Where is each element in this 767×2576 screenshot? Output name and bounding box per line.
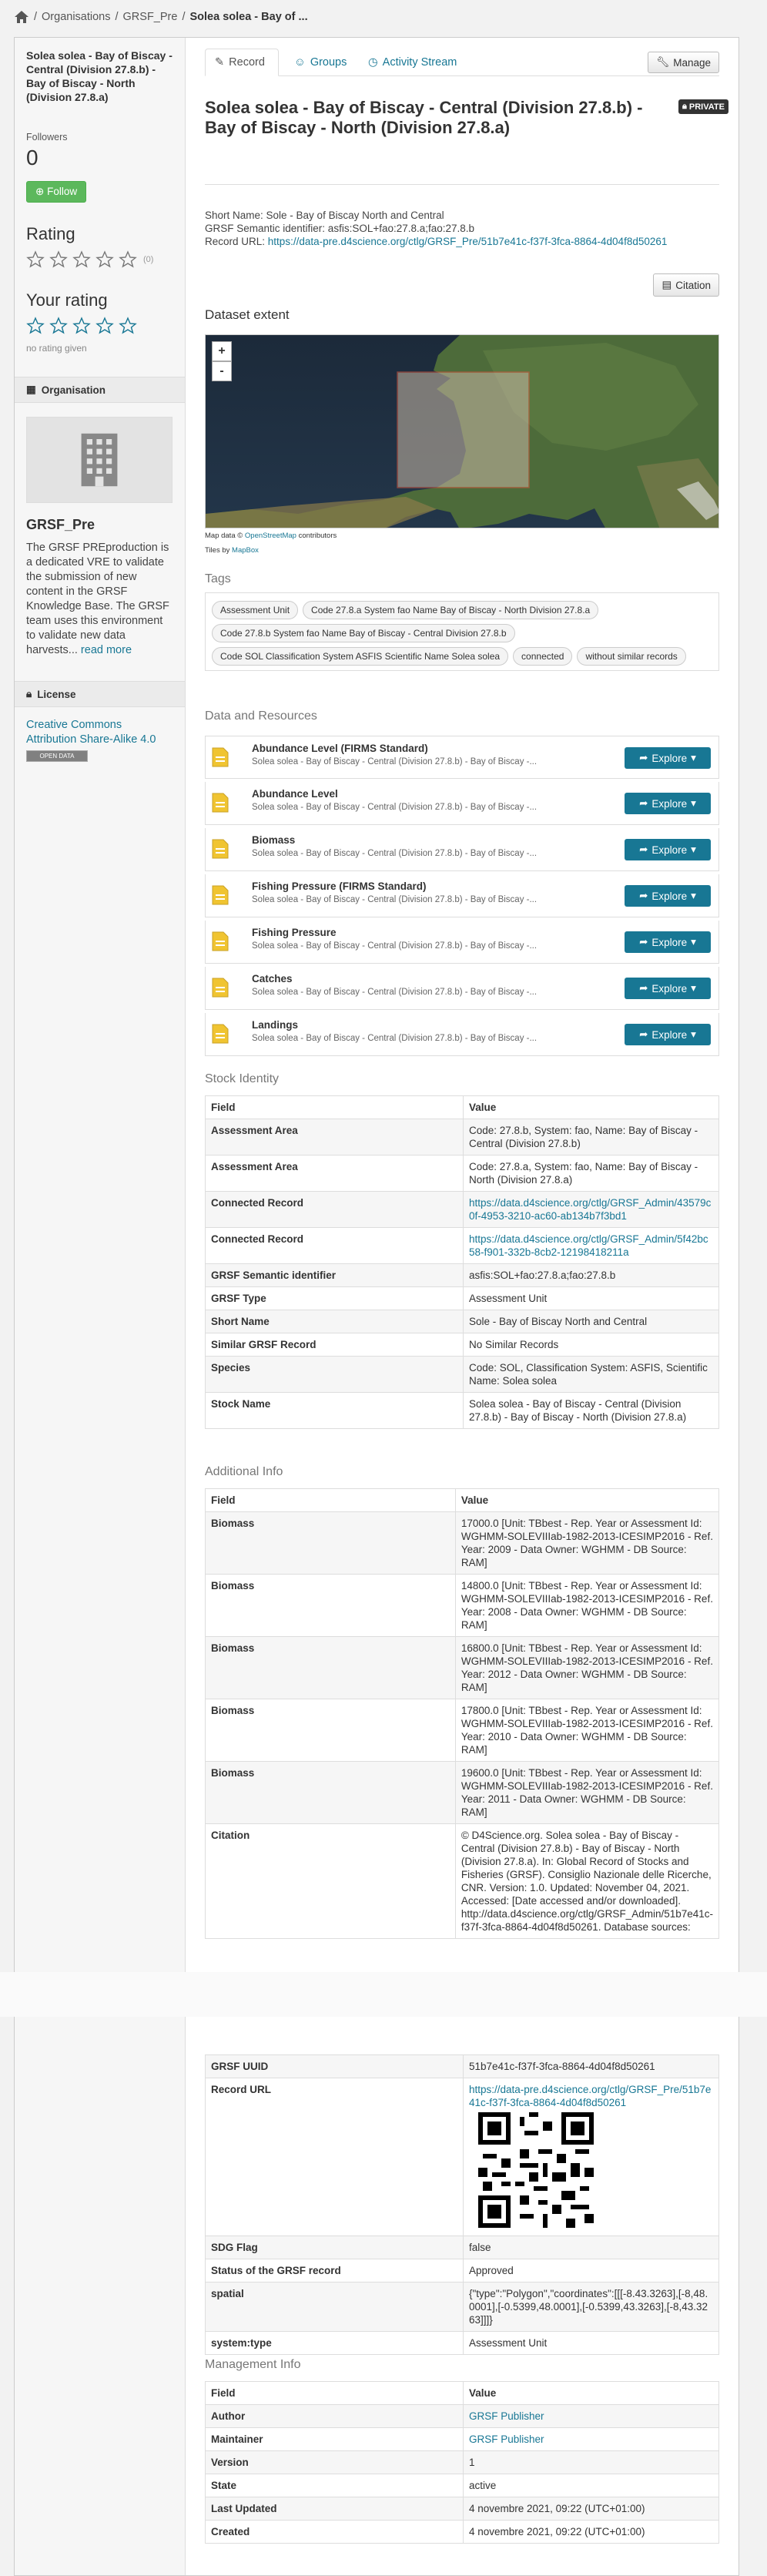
row-field: State xyxy=(206,2474,464,2497)
tab-groups[interactable] xyxy=(285,49,356,76)
resource-item[interactable] xyxy=(205,828,719,871)
record-url-value-link[interactable]: https://data-pre.d4science.org/ctlg/GRSF_Pre/51b7e41c-f37f-3fca-8864-4d04f8d50261 xyxy=(469,2084,712,2108)
osm-link[interactable]: OpenStreetMap xyxy=(244,532,296,540)
tab-activity-label: Activity Stream xyxy=(382,56,457,69)
row-value: {"type":"Polygon","coordinates":[[[-8.43.3263],[-8,48.0001],[-0.5399,48.0001],[-0.5399,43.3263],[-8,43.3263]]]} xyxy=(464,2283,719,2332)
row-value xyxy=(464,1228,719,1264)
row-value xyxy=(464,2428,719,2451)
row-value: Code: SOL, Classification System: ASFIS, Scientific Name: Solea solea xyxy=(464,1357,719,1393)
qr-code-icon[interactable] xyxy=(478,2112,594,2228)
row-value: 19600.0 [Unit: TBbest - Rep. Year or Assessment Id: WGHMM-SOLEVIIIab-1982-2013-ICESIMP2016 - Ref. Year: 2011 - Data Owner: WGHMM - DB Source: RAM] xyxy=(455,1762,718,1824)
resource-item[interactable] xyxy=(205,921,719,964)
organisation-image[interactable] xyxy=(26,417,172,503)
license-link[interactable] xyxy=(26,718,173,747)
row-value: 4 novembre 2021, 09:22 (UTC+01:00) xyxy=(464,2521,719,2544)
explore-button[interactable] xyxy=(625,747,711,769)
stock-identity-heading: Stock Identity xyxy=(205,1072,280,1085)
row-value: Approved xyxy=(464,2259,719,2283)
tiles-credit-prefix: Tiles by xyxy=(205,546,230,555)
meta-record-url xyxy=(205,235,667,248)
mapbox-link[interactable]: MapBox xyxy=(232,546,259,555)
table-row xyxy=(206,1192,719,1228)
resource-description: Solea solea - Bay of Biscay - Central (Division 27.8.b) - Bay of Biscay -... xyxy=(252,988,538,997)
field-header: Field xyxy=(206,1489,456,1512)
row-field: system:type xyxy=(206,2332,464,2355)
map-credit-prefix: Map data © xyxy=(205,532,243,540)
row-value: 51b7e41c-f37f-3fca-8864-4d04f8d50261 xyxy=(464,2055,719,2078)
star-icon xyxy=(26,250,45,269)
star-icon xyxy=(49,250,68,269)
row-field: Last Updated xyxy=(206,2497,464,2521)
table-row xyxy=(206,2405,719,2428)
table-row xyxy=(206,2521,719,2544)
breadcrumb-separator: / xyxy=(182,11,186,23)
share-icon: ➦ xyxy=(639,936,648,948)
table-row xyxy=(206,2283,719,2332)
table-row xyxy=(206,1333,719,1357)
resource-item[interactable] xyxy=(205,874,719,917)
row-field: SDG Flag xyxy=(206,2236,464,2259)
row-field: Short Name xyxy=(206,1310,464,1333)
row-field: Connected Record xyxy=(206,1192,464,1228)
table-row xyxy=(206,2259,719,2283)
row-field: GRSF UUID xyxy=(206,2055,464,2078)
screenshot-seam xyxy=(0,1972,767,2017)
table-row xyxy=(206,1310,719,1333)
table-row xyxy=(206,1393,719,1429)
row-field: Biomass xyxy=(206,1699,456,1762)
your-rating-heading: Your rating xyxy=(26,290,108,310)
caret-down-icon: ▾ xyxy=(691,1028,696,1040)
star-icon xyxy=(72,250,91,269)
row-value: 16800.0 [Unit: TBbest - Rep. Year or Assessment Id: WGHMM-SOLEVIIIab-1982-2013-ICESIMP2016 - Ref. Year: 2012 - Data Owner: WGHMM - DB Source: RAM] xyxy=(455,1637,718,1699)
caret-down-icon: ▾ xyxy=(691,890,696,901)
page-title: Solea solea - Bay of Biscay - Central (Division 27.8.b) - Bay of Biscay - North (Division 27.8.a) xyxy=(205,98,643,137)
explore-button[interactable] xyxy=(625,931,711,953)
sidebar xyxy=(15,38,186,2575)
tab-groups-label: Groups xyxy=(310,56,347,69)
row-value: Assessment Unit xyxy=(464,1287,719,1310)
followers-count: 0 xyxy=(26,146,39,169)
row-field: spatial xyxy=(206,2283,464,2332)
table-row xyxy=(206,2078,719,2236)
tiles-credit xyxy=(205,546,259,555)
value-header: Value xyxy=(464,2382,719,2405)
breadcrumb-org[interactable]: GRSF_Pre xyxy=(122,11,178,23)
value-header: Value xyxy=(455,1489,718,1512)
zoom-out-button[interactable]: - xyxy=(212,361,232,381)
tag-list xyxy=(205,592,719,671)
file-icon xyxy=(212,839,229,859)
tag[interactable]: Code 27.8.a System fao Name Bay of Biscay - North Division 27.8.a xyxy=(303,601,598,619)
caret-down-icon: ▾ xyxy=(691,752,696,763)
row-field: Assessment Area xyxy=(206,1156,464,1192)
file-icon xyxy=(212,885,229,905)
file-icon xyxy=(212,978,229,998)
row-field: Created xyxy=(206,2521,464,2544)
resource-description: Solea solea - Bay of Biscay - Central (Division 27.8.b) - Bay of Biscay -... xyxy=(252,895,538,904)
clock-icon: ◷ xyxy=(368,56,378,69)
field-header: Field xyxy=(206,2382,464,2405)
resource-description: Solea solea - Bay of Biscay - Central (Division 27.8.b) - Bay of Biscay -... xyxy=(252,849,538,858)
share-icon: ➦ xyxy=(639,982,648,994)
explore-button[interactable] xyxy=(625,1024,711,1045)
table-row xyxy=(206,1637,719,1699)
row-field: Biomass xyxy=(206,1575,456,1637)
tab-record-label: Record xyxy=(229,56,265,69)
explore-button[interactable] xyxy=(625,885,711,907)
resource-item[interactable] xyxy=(205,736,719,779)
tab-activity-stream[interactable] xyxy=(359,49,466,76)
breadcrumb-separator: / xyxy=(115,11,119,23)
row-value: asfis:SOL+fao:27.8.a;fao:27.8.b xyxy=(464,1264,719,1287)
wrench-icon: 🔧︎ xyxy=(656,56,670,68)
tags-heading: Tags xyxy=(205,572,231,585)
citation-label: Citation xyxy=(675,279,711,291)
additional-info-heading: Additional Info xyxy=(205,1465,283,1478)
table-row xyxy=(206,1287,719,1310)
open-data-badge[interactable]: OPEN DATA xyxy=(26,750,88,762)
meta-short-name: Short Name: Sole - Bay of Biscay North and Central xyxy=(205,210,444,221)
map-credit xyxy=(205,532,337,540)
explore-label: Explore xyxy=(651,752,688,764)
lock-icon: 🔒︎ xyxy=(682,102,687,111)
row-field: Biomass xyxy=(206,1637,456,1699)
resource-title[interactable]: Biomass xyxy=(252,834,296,846)
star-icon[interactable] xyxy=(119,317,137,335)
organisation-name: GRSF_Pre xyxy=(26,517,95,532)
row-field: Species xyxy=(206,1357,464,1393)
citation-button[interactable] xyxy=(653,273,719,297)
table-row xyxy=(206,1156,719,1192)
row-value: Code: 27.8.b, System: fao, Name: Bay of Biscay - Central (Division 27.8.b) xyxy=(464,1119,719,1156)
table-row xyxy=(206,1512,719,1575)
building-icon xyxy=(79,432,120,488)
resource-title[interactable]: Abundance Level (FIRMS Standard) xyxy=(252,743,428,754)
satellite-map xyxy=(206,335,719,528)
row-value: 14800.0 [Unit: TBbest - Rep. Year or Assessment Id: WGHMM-SOLEVIIIab-1982-2013-ICESIMP2016 - Ref. Year: 2008 - Data Owner: WGHMM - DB Source: RAM] xyxy=(455,1575,718,1637)
tag[interactable]: Assessment Unit xyxy=(212,601,298,619)
organisation-heading-label: Organisation xyxy=(41,384,106,396)
row-field: GRSF Semantic identifier xyxy=(206,1264,464,1287)
row-value: 1 xyxy=(464,2451,719,2474)
caret-down-icon: ▾ xyxy=(691,982,696,994)
table-row xyxy=(206,2332,719,2355)
row-value xyxy=(464,2078,719,2236)
rating-count: (0) xyxy=(143,255,154,264)
connected-record-link[interactable]: https://data.d4science.org/ctlg/GRSF_Admin/43579c0f-4953-3210-ac60-ab134b7f3bd1 xyxy=(469,1197,712,1222)
book-icon: ▤ xyxy=(661,279,672,290)
manage-button[interactable] xyxy=(648,52,719,73)
resource-item[interactable] xyxy=(205,1013,719,1056)
share-icon: ➦ xyxy=(639,890,648,901)
manage-label: Manage xyxy=(673,56,711,69)
row-field: Maintainer xyxy=(206,2428,464,2451)
table-row xyxy=(206,1357,719,1393)
row-field: Version xyxy=(206,2451,464,2474)
row-value: 4 novembre 2021, 09:22 (UTC+01:00) xyxy=(464,2497,719,2521)
tab-bar xyxy=(205,49,719,76)
explore-label: Explore xyxy=(651,797,688,810)
row-field: Stock Name xyxy=(206,1393,464,1429)
share-icon: ➦ xyxy=(639,844,648,855)
table-row xyxy=(206,2055,719,2078)
stock-identity-table xyxy=(205,1095,719,1429)
home-icon[interactable] xyxy=(14,10,29,24)
caret-down-icon: ▾ xyxy=(691,936,696,948)
table-row xyxy=(206,2428,719,2451)
table-row xyxy=(206,1264,719,1287)
field-header: Field xyxy=(206,1096,464,1119)
rating-stars xyxy=(26,250,173,269)
resource-description: Solea solea - Bay of Biscay - Central (Division 27.8.b) - Bay of Biscay -... xyxy=(252,941,538,951)
row-field: Assessment Area xyxy=(206,1119,464,1156)
file-icon xyxy=(212,793,229,813)
table-row xyxy=(206,1119,719,1156)
star-icon xyxy=(95,250,114,269)
divider xyxy=(205,184,719,185)
explore-label: Explore xyxy=(651,936,688,948)
row-value: 17000.0 [Unit: TBbest - Rep. Year or Assessment Id: WGHMM-SOLEVIIIab-1982-2013-ICESIMP2016 - Ref. Year: 2009 - Data Owner: WGHMM - DB Source: RAM] xyxy=(455,1512,718,1575)
record-meta xyxy=(205,209,667,248)
row-field: Record URL xyxy=(206,2078,464,2236)
page-wrapper xyxy=(14,37,739,2576)
followers-label: Followers xyxy=(26,132,68,143)
resource-title[interactable]: Landings xyxy=(252,1019,298,1031)
author-link[interactable]: GRSF Publisher xyxy=(469,2410,544,2422)
resource-description: Solea solea - Bay of Biscay - Central (Division 27.8.b) - Bay of Biscay -... xyxy=(252,1034,538,1043)
lock-icon: 🔒︎ xyxy=(26,688,32,699)
table-row xyxy=(206,1575,719,1637)
star-icon[interactable] xyxy=(49,317,68,335)
row-value: Assessment Unit xyxy=(464,2332,719,2355)
file-icon xyxy=(212,1024,229,1044)
follow-label: Follow xyxy=(47,186,78,197)
table-row xyxy=(206,2474,719,2497)
row-field: Connected Record xyxy=(206,1228,464,1264)
caret-down-icon: ▾ xyxy=(691,844,696,855)
maintainer-link[interactable]: GRSF Publisher xyxy=(469,2433,544,2445)
read-more-link[interactable]: read more xyxy=(80,644,132,656)
explore-label: Explore xyxy=(651,890,688,902)
private-label: PRIVATE xyxy=(688,102,725,112)
meta-semantic-id: GRSF Semantic identifier: asfis:SOL+fao:27.8.a;fao:27.8.b xyxy=(205,223,475,234)
share-icon: ➦ xyxy=(639,1028,648,1040)
row-value xyxy=(464,2405,719,2428)
additional-info-table xyxy=(205,1488,719,1939)
row-value: false xyxy=(464,2236,719,2259)
share-icon: ➦ xyxy=(639,797,648,809)
breadcrumb xyxy=(14,8,753,26)
explore-label: Explore xyxy=(651,1028,688,1041)
table-row xyxy=(206,2451,719,2474)
star-icon[interactable] xyxy=(72,317,91,335)
caret-down-icon: ▾ xyxy=(691,797,696,809)
resources-heading: Data and Resources xyxy=(205,709,317,723)
no-rating-text: no rating given xyxy=(26,343,87,354)
table-row xyxy=(206,1699,719,1762)
row-field: Citation xyxy=(206,1824,456,1939)
tab-record[interactable] xyxy=(205,49,279,76)
your-rating-stars xyxy=(26,317,173,335)
organisation-description-text: The GRSF PREproduction is a dedicated VRE to validate the submission of new content in the GRSF Knowledge Base. The GRSF team uses this environment to validate new data harvests... xyxy=(26,542,169,656)
users-icon: ☺ xyxy=(294,56,306,69)
resource-title[interactable]: Abundance Level xyxy=(252,788,338,800)
license-heading-label: License xyxy=(37,688,76,700)
star-icon xyxy=(119,250,137,269)
breadcrumb-organisations[interactable]: Organisations xyxy=(42,11,111,23)
file-icon xyxy=(212,747,229,767)
table-row xyxy=(206,1228,719,1264)
connected-record-link[interactable]: https://data.d4science.org/ctlg/GRSF_Admin/5f42bc58-f901-332b-8cb2-12198418211a xyxy=(469,1233,708,1258)
table-row xyxy=(206,1824,719,1939)
star-icon[interactable] xyxy=(95,317,114,335)
resource-description: Solea solea - Bay of Biscay - Central (Division 27.8.b) - Bay of Biscay -... xyxy=(252,757,538,766)
value-header: Value xyxy=(464,1096,719,1119)
resource-title[interactable]: Fishing Pressure (FIRMS Standard) xyxy=(252,880,427,892)
row-field: Biomass xyxy=(206,1762,456,1824)
meta-record-url-label: Record URL: xyxy=(205,236,266,247)
row-field: Status of the GRSF record xyxy=(206,2259,464,2283)
share-icon: ➦ xyxy=(639,752,648,763)
organisation-description xyxy=(26,541,173,658)
table-row xyxy=(206,2236,719,2259)
sidebar-dataset-title: Solea solea - Bay of Biscay - Central (Division 27.8.b) - Bay of Biscay - North (Division 27.8.a) xyxy=(26,49,172,103)
plus-circle-icon: ⊕ xyxy=(35,186,45,197)
organisation-heading xyxy=(15,377,185,403)
map-credit-suffix: contributors xyxy=(298,532,337,540)
private-badge xyxy=(678,99,728,114)
tag[interactable]: connected xyxy=(513,647,572,666)
follow-button[interactable] xyxy=(26,181,86,203)
main-content xyxy=(186,38,739,2575)
row-field: GRSF Type xyxy=(206,1287,464,1310)
file-icon xyxy=(212,931,229,951)
resource-item[interactable] xyxy=(205,782,719,825)
row-value xyxy=(464,1192,719,1228)
zoom-in-button[interactable]: + xyxy=(212,341,232,361)
explore-button[interactable] xyxy=(625,839,711,860)
resource-title[interactable]: Fishing Pressure xyxy=(252,927,337,938)
explore-label: Explore xyxy=(651,982,688,995)
resource-item[interactable] xyxy=(205,967,719,1010)
additional-info-table-continued xyxy=(205,2054,719,2355)
pencil-icon: ✎ xyxy=(215,56,225,69)
row-field: Biomass xyxy=(206,1512,456,1575)
resource-description: Solea solea - Bay of Biscay - Central (Division 27.8.b) - Bay of Biscay -... xyxy=(252,803,538,812)
row-value: © D4Science.org. Solea solea - Bay of Biscay - Central (Division 27.8.b) - Bay of Biscay - North (Division 27.8.a). In: Global Record of Stocks and Fisheries (GRSF). Consiglio Nazionale delle Ricerche, CNR. Version: 1.0. Updated: November 04, 2021. Accessed: [Date accessed and/or downloaded]. http://data.d4science.org/ctlg/GRSF_Admin/51b7e41c-f37f-3fca-8864-4d04f8d50261. Database sources: xyxy=(455,1824,718,1939)
record-url-link[interactable]: https://data-pre.d4science.org/ctlg/GRSF_Pre/51b7e41c-f37f-3fca-8864-4d04f8d50261 xyxy=(267,236,668,247)
dataset-extent-map[interactable] xyxy=(205,334,719,528)
explore-button[interactable] xyxy=(625,793,711,814)
row-value: Solea solea - Bay of Biscay - Central (Division 27.8.b) - Bay of Biscay - North (Division 27.8.a) xyxy=(464,1393,719,1429)
management-info-table xyxy=(205,2381,719,2544)
license-name[interactable]: Creative Commons Attribution Share-Alike 4.0 xyxy=(26,719,156,746)
table-row xyxy=(206,2497,719,2521)
rating-heading: Rating xyxy=(26,224,75,243)
breadcrumb-separator: / xyxy=(34,11,38,23)
row-value: Sole - Bay of Biscay North and Central xyxy=(464,1310,719,1333)
explore-label: Explore xyxy=(651,844,688,856)
building-icon: ▦ xyxy=(26,384,36,395)
row-value: 17800.0 [Unit: TBbest - Rep. Year or Assessment Id: WGHMM-SOLEVIIIab-1982-2013-ICESIMP2016 - Ref. Year: 2010 - Data Owner: WGHMM - DB Source: RAM] xyxy=(455,1699,718,1762)
row-value: Code: 27.8.a, System: fao, Name: Bay of Biscay - North (Division 27.8.a) xyxy=(464,1156,719,1192)
star-icon[interactable] xyxy=(26,317,45,335)
row-value: No Similar Records xyxy=(464,1333,719,1357)
row-field: Similar GRSF Record xyxy=(206,1333,464,1357)
tag[interactable]: without similar records xyxy=(577,647,685,666)
license-heading xyxy=(15,681,185,707)
management-info-heading: Management Info xyxy=(205,2358,301,2371)
row-field: Author xyxy=(206,2405,464,2428)
explore-button[interactable] xyxy=(625,978,711,999)
resource-title[interactable]: Catches xyxy=(252,973,293,984)
row-value: active xyxy=(464,2474,719,2497)
tag[interactable]: Code 27.8.b System fao Name Bay of Biscay - Central Division 27.8.b xyxy=(212,624,515,642)
breadcrumb-current[interactable]: Solea solea - Bay of ... xyxy=(189,11,308,23)
table-row xyxy=(206,1762,719,1824)
dataset-extent-heading: Dataset extent xyxy=(205,307,290,322)
tag[interactable]: Code SOL Classification System ASFIS Scientific Name Solea solea xyxy=(212,647,508,666)
